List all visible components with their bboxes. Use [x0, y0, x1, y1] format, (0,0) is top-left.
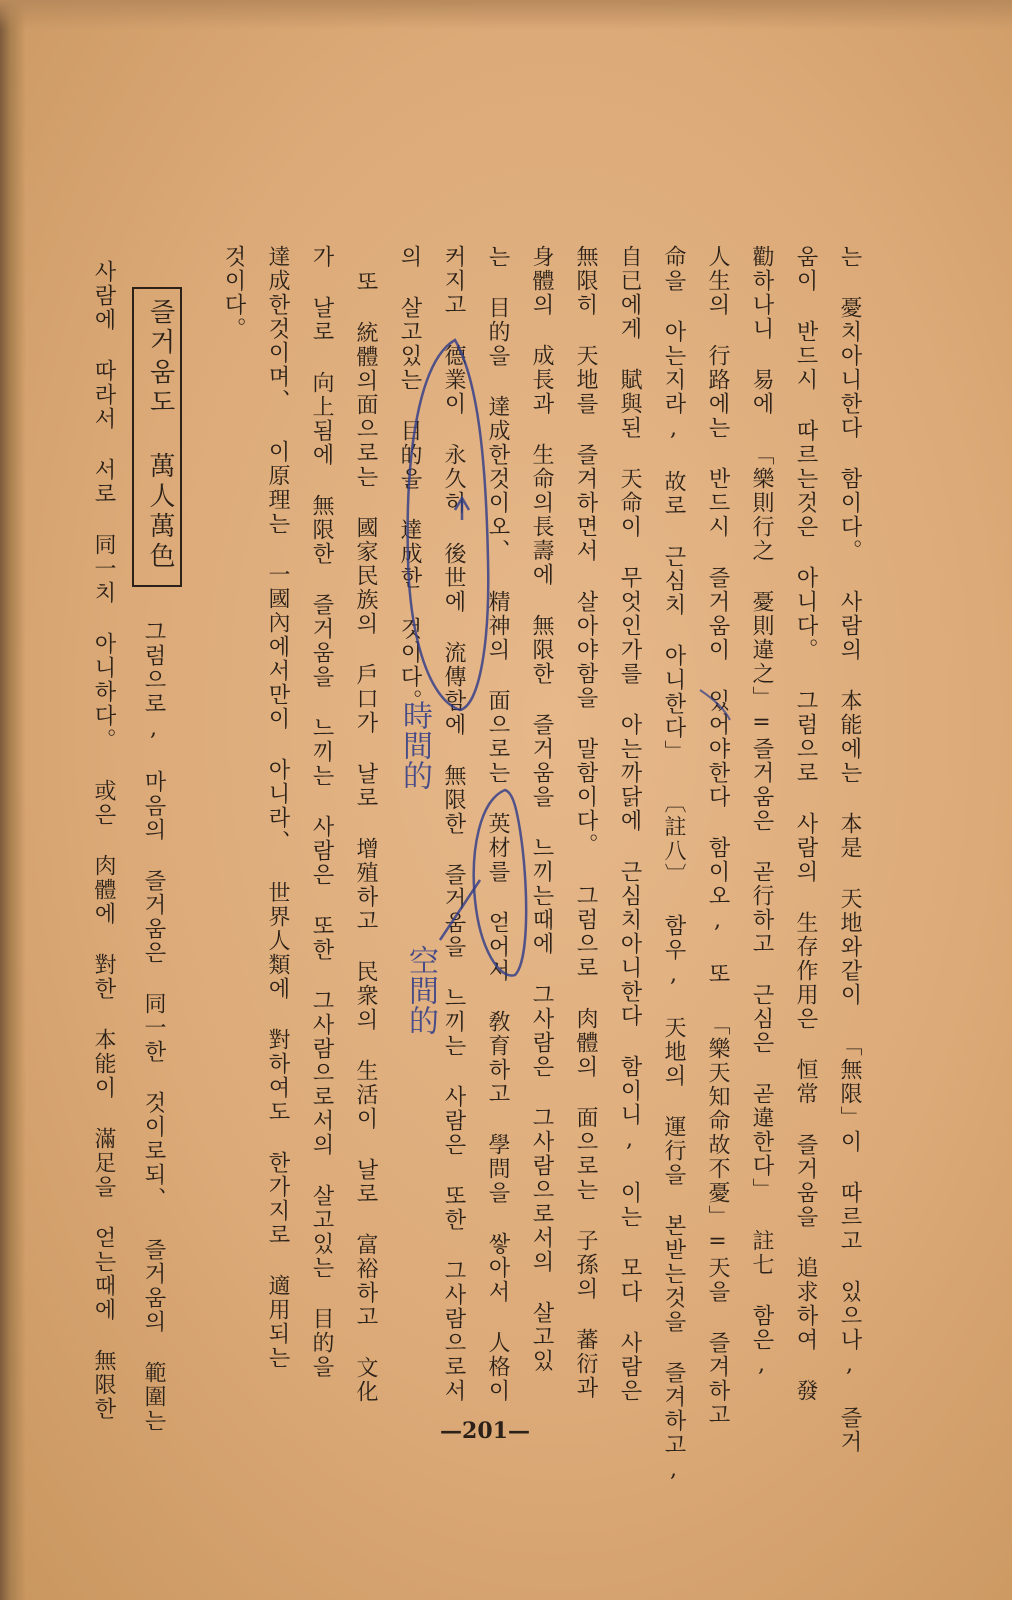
text-line: 는 目的을 達成한것이오、 精神의 面으로는 英材를 얻어서 敎育하고 學問을 쌓아서 人格이 — [485, 245, 510, 1403]
text-line: 自已에게 賦與된 天命이 무엇인가를 아는까닭에 근심치아니한다 함이니, 이는 모다 사람은 — [617, 245, 642, 1403]
text-line: 達成한것이며、 이原理는 一國內에서만이 아니라、 世界人類에 對하여도 한가지로 適用되는 — [265, 245, 290, 1370]
section-heading: 즐거움도 萬人萬色 — [145, 298, 175, 572]
text-line: 無限히 天地를 즐겨하면서 살아야함을 말함이다。 그럼으로 肉體의 面으로는 子孫의 蕃衍과 — [573, 245, 598, 1400]
text-line: 身體의 成長과 生命의長壽에 無限한 즐거움을 느끼는때에 그사람은 그사람으로서의 살고있 — [529, 245, 554, 1373]
text-line: 사람에 따라서 서로 同一치 아니하다。 或은 肉體에 對한 本能이 滿足을 얻는때에 無限한 — [91, 260, 116, 1421]
text-line: 그럼으로, 마음의 즐거움은 同一한 것이로되、 즐거움의 範圍는 — [141, 620, 166, 1433]
text-line: 커지고 德業이 永久히 後世에 流傳함에 無限한 즐거움을 느끼는 사람은 또한 그사람으로서 — [441, 245, 466, 1403]
text-line: 가 날로 向上됨에 無限한 즐거움을 느끼는 사람은 또한 그사람으로서의 살고있는 目的을 — [309, 245, 334, 1379]
text-line: 움이 반드시 따르는것은 아니다。 그럼으로 사람의 生存作用은 恒常 즐거움을 追求하여 發 — [793, 245, 818, 1403]
text-line: 또 統體의面으로는 國家民族의 戶口가 날로 增殖하고 民衆의 生活이 날로 富裕하고 文化 — [353, 270, 378, 1404]
text-line: 命을 아는지라, 故로 근심치 아니한다」 〔註八〕 함우, 天地의 運行을 본받는것을 즐겨하고, — [661, 245, 686, 1484]
text-line: 것이다。 — [221, 245, 246, 341]
text-line: 의 살고있는 目的을 達成한 것이다。 — [397, 245, 422, 713]
text-line: 勸하나니 易에 「樂則行之 憂則違之」=즐거움은 곧行하고 근심은 곧違한다」 註七 함은, — [749, 245, 774, 1379]
text-line: 人生의 行路에는 반드시 즐거움이 있어야한다 함이오, 또 「樂天知命故不憂」=天을 즐겨하고 — [705, 245, 730, 1427]
handwritten-note: 空間的 — [403, 945, 438, 1035]
page-number: —201— — [440, 1418, 530, 1444]
text-line: 는 憂치아니한다 함이다。 사람의 本能에는 本是 天地와같이 「無限」이 따르고 있으나, 즐거 — [837, 245, 862, 1454]
handwritten-note: 時間的 — [397, 700, 432, 790]
